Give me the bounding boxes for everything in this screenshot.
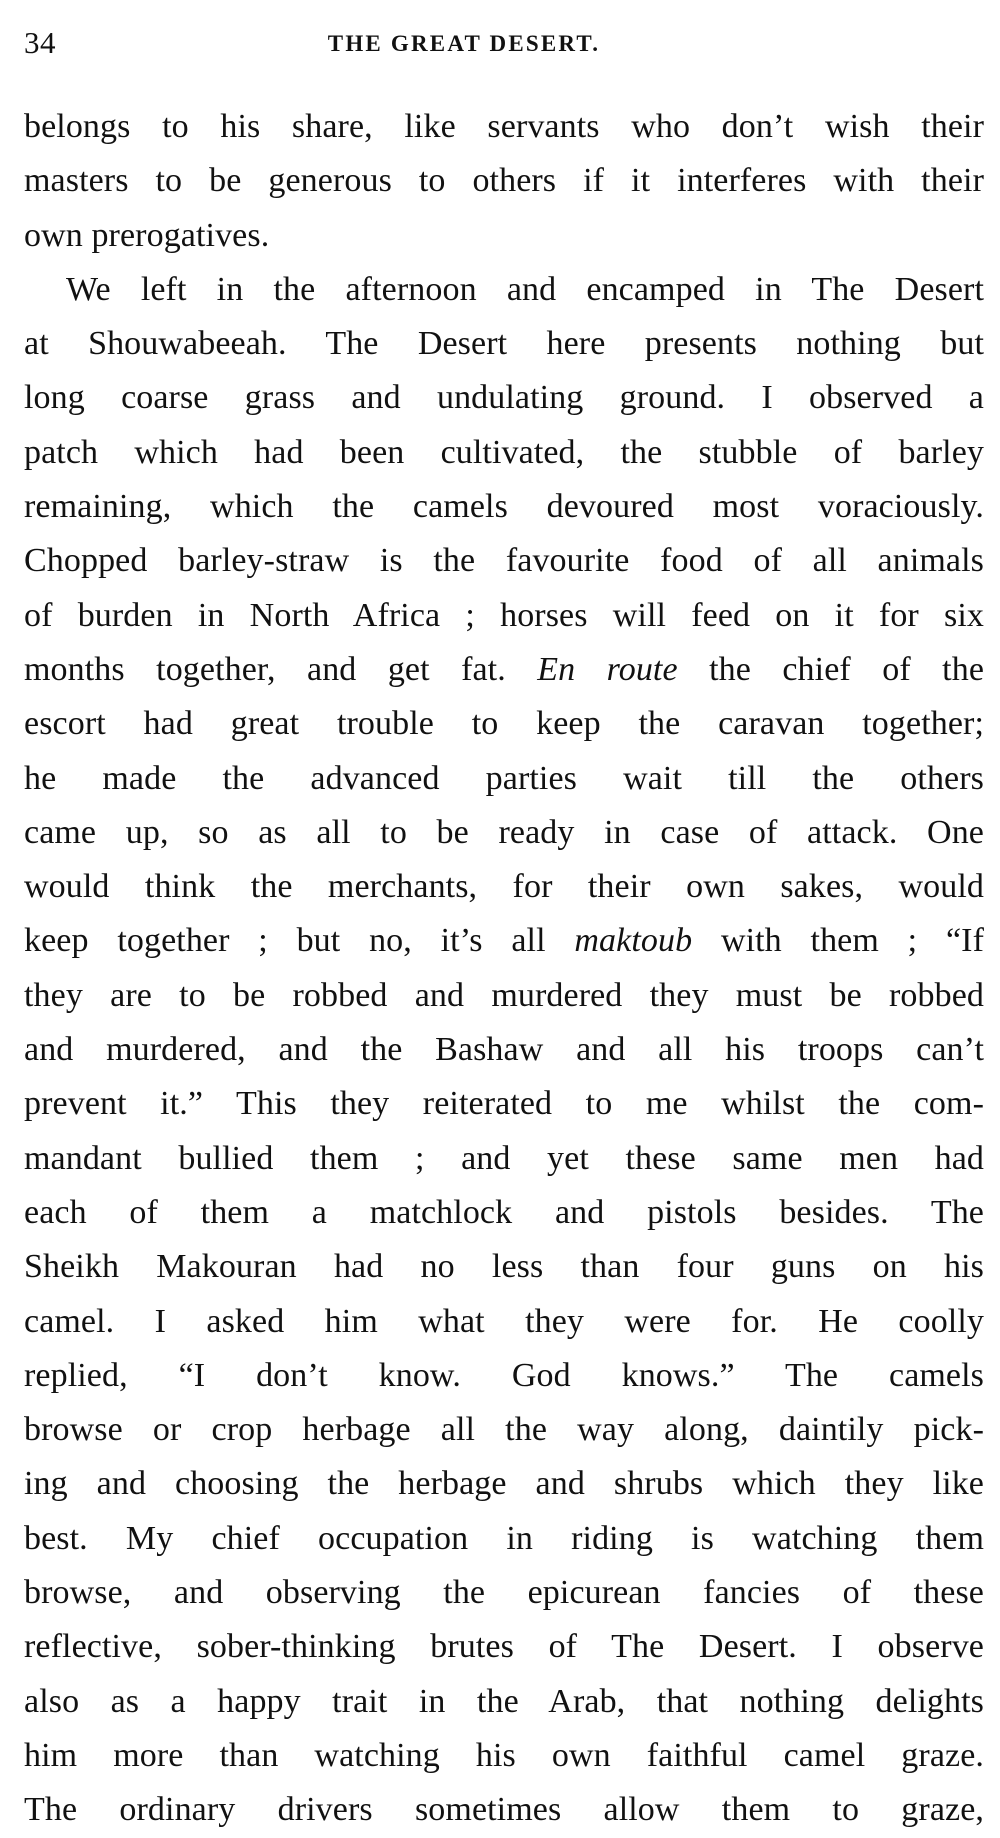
text-line: and murdered, and the Bashaw and all his troops can’t	[24, 1031, 984, 1069]
text-line: own prerogatives.	[24, 216, 270, 254]
italic-phrase-en-route: En route	[537, 650, 678, 688]
text-line: long coarse grass and undulating ground. I observed a	[24, 379, 984, 417]
text-line: escort had great trouble to keep the caravan together;	[24, 705, 984, 743]
line-text-before: months together, and get fat.	[24, 650, 538, 688]
text-line-with-italic	[24, 914, 984, 968]
text-line: reflective, sober-thinking brutes of The Desert. I observe	[24, 1628, 984, 1666]
text-line: browse or crop herbage all the way along, daintily pick-	[24, 1411, 984, 1449]
italic-word-maktoub: maktoub	[574, 922, 693, 960]
page-number: 34	[24, 25, 56, 60]
text-line: remaining, which the camels devoured most voraciously.	[24, 488, 984, 526]
text-line: masters to be generous to others if it interferes with their	[24, 162, 984, 200]
text-line: would think the merchants, for their own sakes, would	[24, 868, 984, 906]
text-line: at Shouwabeeah. The Desert here presents nothing but	[24, 325, 984, 363]
text-line: ing and choosing the herbage and shrubs which they like	[24, 1465, 984, 1503]
text-line: him more than watching his own faithful camel graze.	[24, 1736, 984, 1774]
text-line: Chopped barley-straw is the favourite food of all animals	[24, 542, 984, 580]
text-line: of burden in North Africa ; horses will feed on it for six	[24, 596, 984, 634]
running-head	[24, 18, 984, 74]
text-line: mandant bullied them ; and yet these same men had	[24, 1139, 984, 1177]
text-line: he made the advanced parties wait till the others	[24, 759, 984, 797]
text-line: prevent it.” This they reiterated to me whilst the com-	[24, 1085, 984, 1123]
line-text-before: keep together ; but no, it’s all	[24, 922, 575, 960]
paragraph-first-line: We left in the afternoon and encamped in The Desert	[66, 270, 984, 308]
text-line: replied, “I don’t know. God knows.” The camels	[24, 1356, 984, 1394]
text-line: Sheikh Makouran had no less than four guns on his	[24, 1248, 984, 1286]
text-line: they are to be robbed and murdered they must be robbed	[24, 976, 984, 1014]
text-line: belongs to his share, like servants who don’t wish their	[24, 108, 984, 145]
line-text-after: with them ; “If	[692, 922, 985, 960]
text-line: came up, so as all to be ready in case of attack. One	[24, 813, 984, 851]
text-line: browse, and observing the epicurean fancies of these	[24, 1574, 984, 1612]
text-line: The ordinary drivers sometimes allow them to graze,	[24, 1791, 984, 1829]
text-line: each of them a matchlock and pistols besides. The	[24, 1193, 984, 1231]
running-title: THE GREAT DESERT.	[327, 31, 601, 56]
text-line-with-italic	[24, 643, 984, 697]
body-text	[24, 100, 984, 1838]
text-line: also as a happy trait in the Arab, that nothing delights	[24, 1682, 984, 1720]
text-line: camel. I asked him what they were for. He coolly	[24, 1302, 984, 1340]
text-line: patch which had been cultivated, the stubble of barley	[24, 433, 984, 471]
text-line: best. My chief occupation in riding is watching them	[24, 1519, 984, 1557]
line-text-after: the chief of the	[677, 650, 985, 688]
